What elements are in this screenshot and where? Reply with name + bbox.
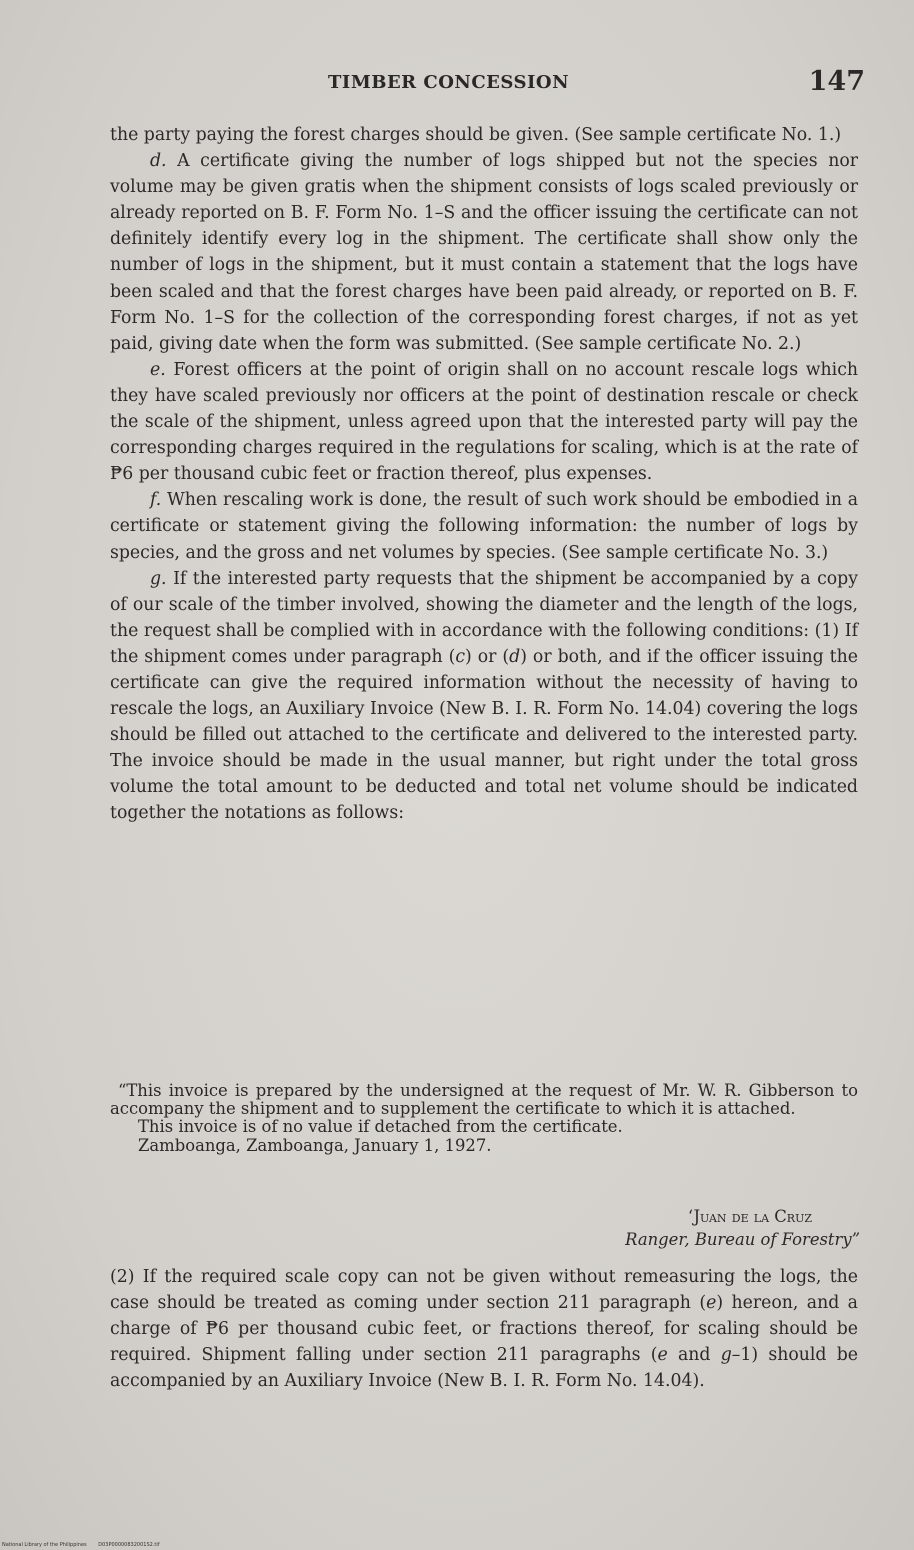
- paragraph-f-letter: f.: [150, 490, 162, 511]
- quote-line-1: “This invoice is prepared by the undersigned at the request of Mr. W. R. Gibberson to accompany the shipment and to supplement the certificate to which it is attached.: [110, 1081, 858, 1119]
- paragraph-e-letter: e.: [150, 359, 166, 380]
- quote-line-2: This invoice is of no value if detached from the certificate.: [138, 1117, 623, 1137]
- closing-paragraph: [110, 1264, 858, 1394]
- paragraph-g-text-2: ) or (: [465, 646, 510, 667]
- scan-footer: [2, 1542, 170, 1548]
- paragraph-d-text: A certificate giving the number of logs shipped but not the species nor volume may be given gratis when the shipment consists of logs scaled previously or already reported on B. F. Form No. 1–S and the officer issuing the certificate can not definitely identify every log in the shipment. The certificate shall show only the number of logs in the shipment, but it must contain a statement that the logs have been scaled and that the forest charges have been paid already, or reported on B. F. Form No. 1–S for the collection of the corresponding forest charges, if not as yet paid, giving date when the form was submitted. (See sample certificate No. 2.): [110, 151, 858, 354]
- footer-library: National Library of the Philippines: [2, 1542, 87, 1548]
- paragraph-g-letter: g.: [150, 568, 167, 589]
- paragraph-g-text-1: If the interested party requests that the shipment be accompanied by a copy of our scale of the timber involved, showing the diameter and the length of the logs, the request shall be complied with in accordance with the following conditions: (1) If the shipment comes under paragraph (: [110, 568, 858, 667]
- invoice-notation-quote: [110, 1082, 858, 1155]
- body-text: [110, 122, 858, 827]
- closing-text: [110, 1264, 858, 1394]
- quote-line-3: Zamboanga, Zamboanga, January 1, 1927.: [138, 1135, 492, 1155]
- paragraph-f: [110, 487, 858, 565]
- signature-name: ‘Juan de la Cruz: [687, 1207, 812, 1226]
- closing-ref-e-1: e: [706, 1293, 717, 1314]
- closing-text-4: –1) should be accompanied by an Auxiliary Invoice (New B. I. R. Form No. 14.04).: [110, 1345, 858, 1392]
- paragraph-g-text-3: ) or both, and if the officer issuing the certificate can give the required information without the necessity of having to rescale the logs, an Auxiliary Invoice (New B. I. R. Form No. 14.04) covering the logs should be filled out attached to the certificate and delivered to the interested party. The invoice should be made in the usual manner, but right under the total gross volume the total amount to be deducted and total net volume should be indicated together the notations as follows:: [110, 646, 858, 824]
- paragraph-g: [110, 566, 858, 827]
- closing-ref-g: g: [720, 1345, 732, 1366]
- paragraph-f-text: When rescaling work is done, the result of such work should be embodied in a certificate or statement giving the following information: the number of logs by species, and the gross and net volumes by species. (See sample certificate No. 3.): [110, 490, 858, 563]
- page-header: [110, 66, 865, 106]
- paragraph-continuation: the party paying the forest charges should be given. (See sample certificate No. 1.): [110, 125, 842, 145]
- paragraph-e: [110, 357, 858, 487]
- paragraph-d: [110, 148, 858, 357]
- paragraph-d-letter: d.: [150, 151, 167, 172]
- closing-text-3: and: [667, 1345, 721, 1366]
- page-number: 147: [808, 66, 865, 97]
- signature-block: [625, 1205, 860, 1251]
- running-title: TIMBER CONCESSION: [328, 72, 570, 93]
- closing-text-2: ) hereon, and a charge of ₱6 per thousand cubic feet, or fractions thereof, for scaling should be required. Shipment falling under section 211 paragraphs (: [110, 1293, 858, 1366]
- paragraph-e-text: Forest officers at the point of origin shall on no account rescale logs which they have scaled previously nor officers at the point of destination rescale or check the scale of the shipment, unless agreed upon that the interested party will pay the corresponding charges required in the regulations for scaling, which is at the rate of ₱6 per thousand cubic feet or fraction thereof, plus expenses.: [110, 359, 859, 485]
- paragraph-g-ref-d: d: [509, 646, 521, 667]
- closing-text-1: (2) If the required scale copy can not be given without remeasuring the logs, the case should be treated as coming under section 211 paragraph (: [110, 1267, 858, 1314]
- closing-ref-e-2: e: [657, 1345, 668, 1366]
- paragraph-g-ref-c: c: [455, 646, 466, 667]
- footer-code: D03P00000832001S2.tif: [98, 1542, 160, 1548]
- signature-title: Ranger, Bureau of Forestry”: [625, 1230, 860, 1249]
